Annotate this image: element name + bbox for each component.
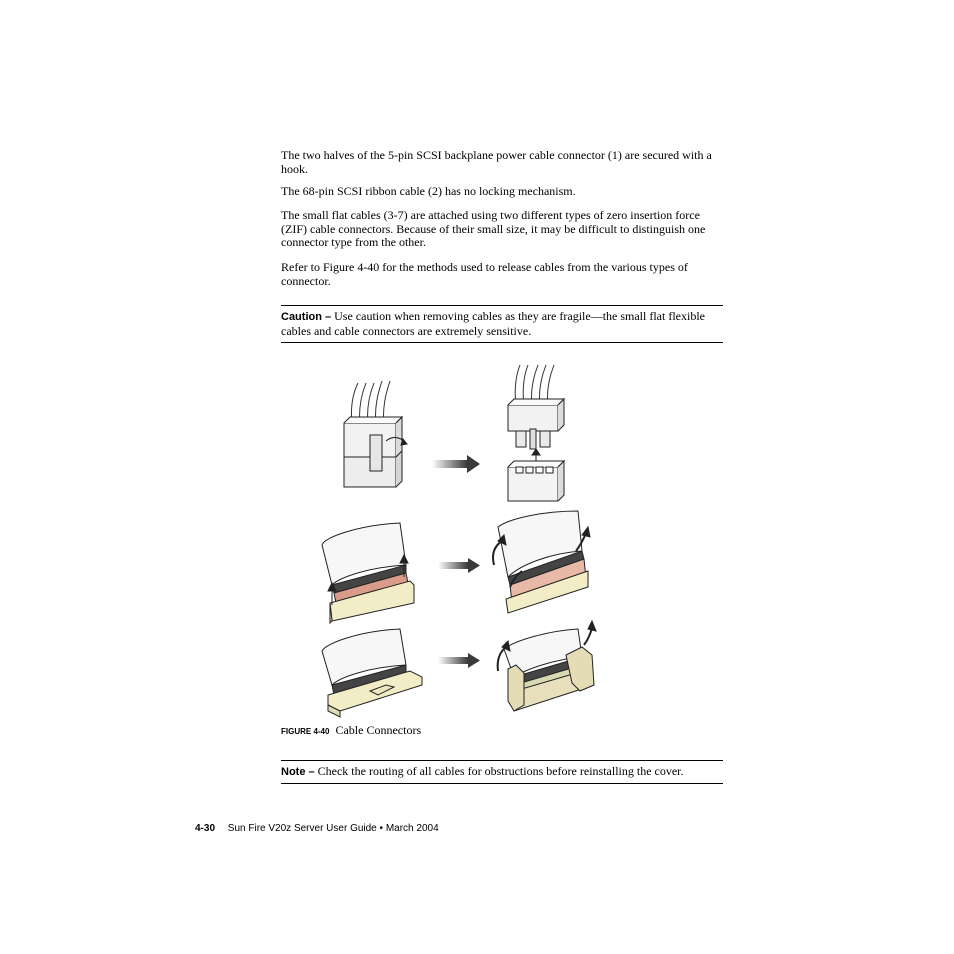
caution-top-rule: [281, 305, 723, 306]
note-block: [281, 765, 723, 780]
arrow-row1: [432, 455, 480, 473]
arrow-row3: [438, 653, 480, 668]
note-bottom-rule: [281, 783, 723, 784]
paragraph-figure-reference: Refer to Figure 4-40 for the methods used to release cables from the various types of connector.: [281, 260, 688, 288]
footer-separator: •: [379, 823, 384, 834]
note-top-rule: [281, 760, 723, 761]
power-connector-separated: [508, 365, 564, 501]
caution-text: Use caution when removing cables as they are fragile—the small flat flexible cables and cable connectors are extremely sensitive.: [281, 309, 705, 338]
arrow-row2: [438, 558, 480, 573]
figure-number: FIGURE 4-40: [281, 727, 330, 736]
power-connector-assembled: [344, 381, 407, 487]
zif-connector-assembled: [322, 629, 422, 717]
cable-connectors-illustration: [310, 355, 620, 720]
note-label: Note –: [281, 766, 315, 778]
page-footer: [195, 823, 439, 834]
caution-bottom-rule: [281, 342, 723, 343]
ribbon-connector-assembled: [322, 523, 414, 623]
caution-block: [281, 310, 723, 338]
figure-title: Cable Connectors: [335, 723, 422, 737]
page-number: 4-30: [195, 823, 216, 834]
document-title: Sun Fire V20z Server User Guide: [227, 823, 377, 834]
paragraph-zif-connectors: The small flat cables (3-7) are attached using two different types of zero insertion force (ZIF) cable connectors. Because of their small size, it may be difficult to distinguish one connector type from the other.: [281, 208, 706, 249]
note-text: Check the routing of all cables for obstructions before reinstalling the cover.: [317, 764, 684, 778]
paragraph-power-connector: The two halves of the 5-pin SCSI backplane power cable connector (1) are secured with a hook.: [281, 148, 712, 176]
paragraph-ribbon-cable: The 68-pin SCSI ribbon cable (2) has no locking mechanism.: [281, 184, 576, 198]
ribbon-connector-released: [493, 511, 590, 613]
figure-caption: [281, 724, 723, 739]
zif-connector-released: [498, 621, 596, 711]
document-date: March 2004: [385, 823, 439, 834]
caution-label: Caution –: [281, 311, 332, 323]
